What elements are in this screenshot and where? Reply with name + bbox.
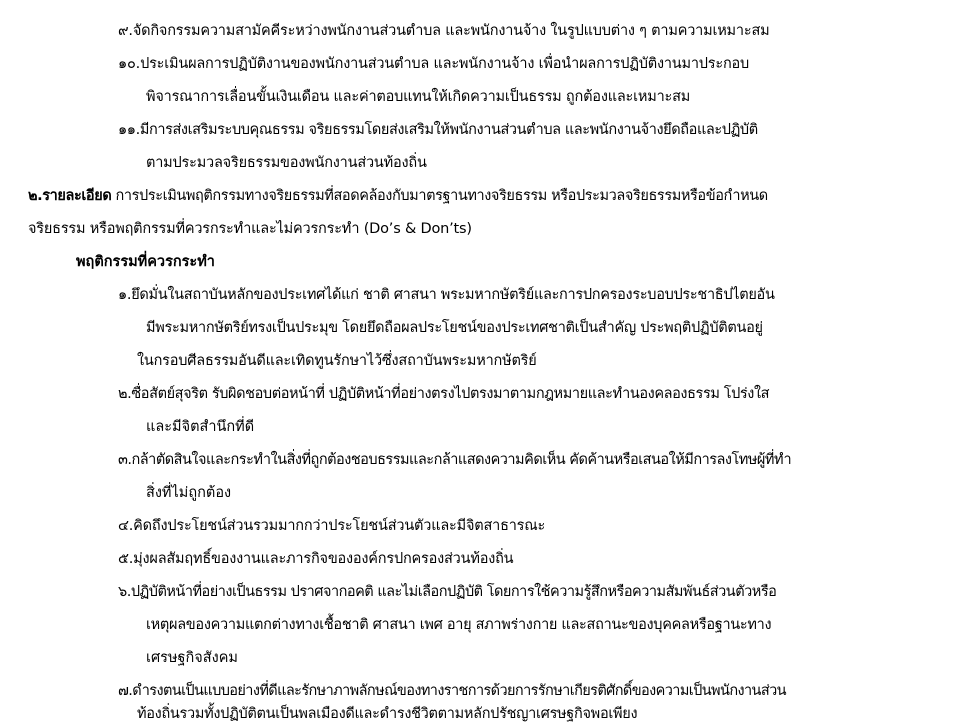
- behavior-3-line-1: ๓.กล้าตัดสินใจและกระทำในสิ่งที่ถูกต้องชอบธรรมและกล้าแสดงความคิดเห็น คัดค้านหรือเสนอให้มีการลงโทษผู้ที่ทำ: [118, 452, 792, 468]
- item-10-line-2: พิจารณาการเลื่อนขั้นเงินเดือน และค่าตอบแทนให้เกิดความเป็นธรรม ถูกต้องและเหมาะสม: [146, 89, 691, 105]
- section-2-text-line-2: จริยธรรม หรือพฤติกรรมที่ควรกระทำและไม่ควรกระทำ (Do’s & Don’ts): [28, 221, 472, 237]
- behavior-1-line-2: มีพระมหากษัตริย์ทรงเป็นประมุข โดยยึดถือผลประโยชน์ของประเทศชาติเป็นสำคัญ ประพฤติปฏิบัติตนอยู่: [146, 320, 763, 336]
- behavior-2-line-2: และมีจิตสำนึกที่ดี: [146, 419, 255, 435]
- behavior-1-line-3: ในกรอบศีลธรรมอันดีและเทิดทูนรักษาไว้ซึ่งสถาบันพระมหากษัตริย์: [137, 353, 537, 369]
- item-9-line: ๙.จัดกิจกรรมความสามัคคีระหว่างพนักงานส่วนตำบล และพนักงานจ้าง ในรูปแบบต่าง ๆ ตามความเหมาะสม: [118, 23, 770, 39]
- behavior-2-line-1: ๒.ซื่อสัตย์สุจริต รับผิดชอบต่อหน้าที่ ปฏิบัติหน้าที่อย่างตรงไปตรงมาตามกฎหมายและทำนองคลองธรรม โปร่งใส: [118, 386, 770, 402]
- behavior-5-line: ๕.มุ่งผลสัมฤทธิ์ของงานและภารกิจขององค์กรปกครองส่วนท้องถิ่น: [118, 551, 514, 567]
- section-2-heading: ๒.รายละเอียด: [28, 188, 112, 204]
- behavior-6-line-3: เศรษฐกิจสังคม: [146, 650, 238, 666]
- behavior-6-line-1: ๖.ปฏิบัติหน้าที่อย่างเป็นธรรม ปราศจากอคติ และไม่เลือกปฏิบัติ โดยการใช้ความรู้สึกหรือความสัมพันธ์ส่วนตัวหรือ: [118, 584, 777, 600]
- item-10-line-1: ๑๐.ประเมินผลการปฏิบัติงานของพนักงานส่วนตำบล และพนักงานจ้าง เพื่อนำผลการปฏิบัติงานมาประกอบ: [118, 56, 750, 72]
- behavior-6-line-2: เหตุผลของความแตกต่างทางเชื้อชาติ ศาสนา เพศ อายุ สภาพร่างกาย และสถานะของบุคคลหรือฐานะทาง: [146, 617, 772, 633]
- behavior-4-line: ๔.คิดถึงประโยชน์ส่วนรวมมากกว่าประโยชน์ส่วนตัวและมีจิตสาธารณะ: [118, 518, 546, 534]
- behavior-7-line-1: ๗.ดำรงตนเป็นแบบอย่างที่ดีและรักษาภาพลักษณ์ของทางราชการด้วยการรักษาเกียรติศักดิ์ของความเป็นพนักงานส่วน: [118, 683, 786, 699]
- should-do-heading: พฤติกรรมที่ควรกระทำ: [76, 254, 215, 270]
- section-2-text: การประเมินพฤติกรรมทางจริยธรรมที่สอดคล้องกับมาตรฐานทางจริยธรรม หรือประมวลจริยธรรมหรือข้อกำหนด: [111, 188, 768, 204]
- behavior-7-line-2: ท้องถิ่นรวมทั้งปฏิบัติตนเป็นพลเมืองดีและดำรงชีวิตตามหลักปรัชญาเศรษฐกิจพอเพียง: [137, 706, 638, 722]
- section-2-paragraph: [28, 185, 768, 207]
- behavior-1-line-1: ๑.ยึดมั่นในสถาบันหลักของประเทศได้แก่ ชาติ ศาสนา พระมหากษัตริย์และการปกครองระบอบประชาธิปไตยอัน: [118, 287, 775, 303]
- behavior-3-line-2: สิ่งที่ไม่ถูกต้อง: [146, 485, 232, 501]
- item-11-line-1: ๑๑.มีการส่งเสริมระบบคุณธรรม จริยธรรมโดยส่งเสริมให้พนักงานส่วนตำบล และพนักงานจ้างยึดถือและปฏิบัติ: [118, 122, 758, 138]
- item-11-line-2: ตามประมวลจริยธรรมของพนักงานส่วนท้องถิ่น: [146, 155, 427, 171]
